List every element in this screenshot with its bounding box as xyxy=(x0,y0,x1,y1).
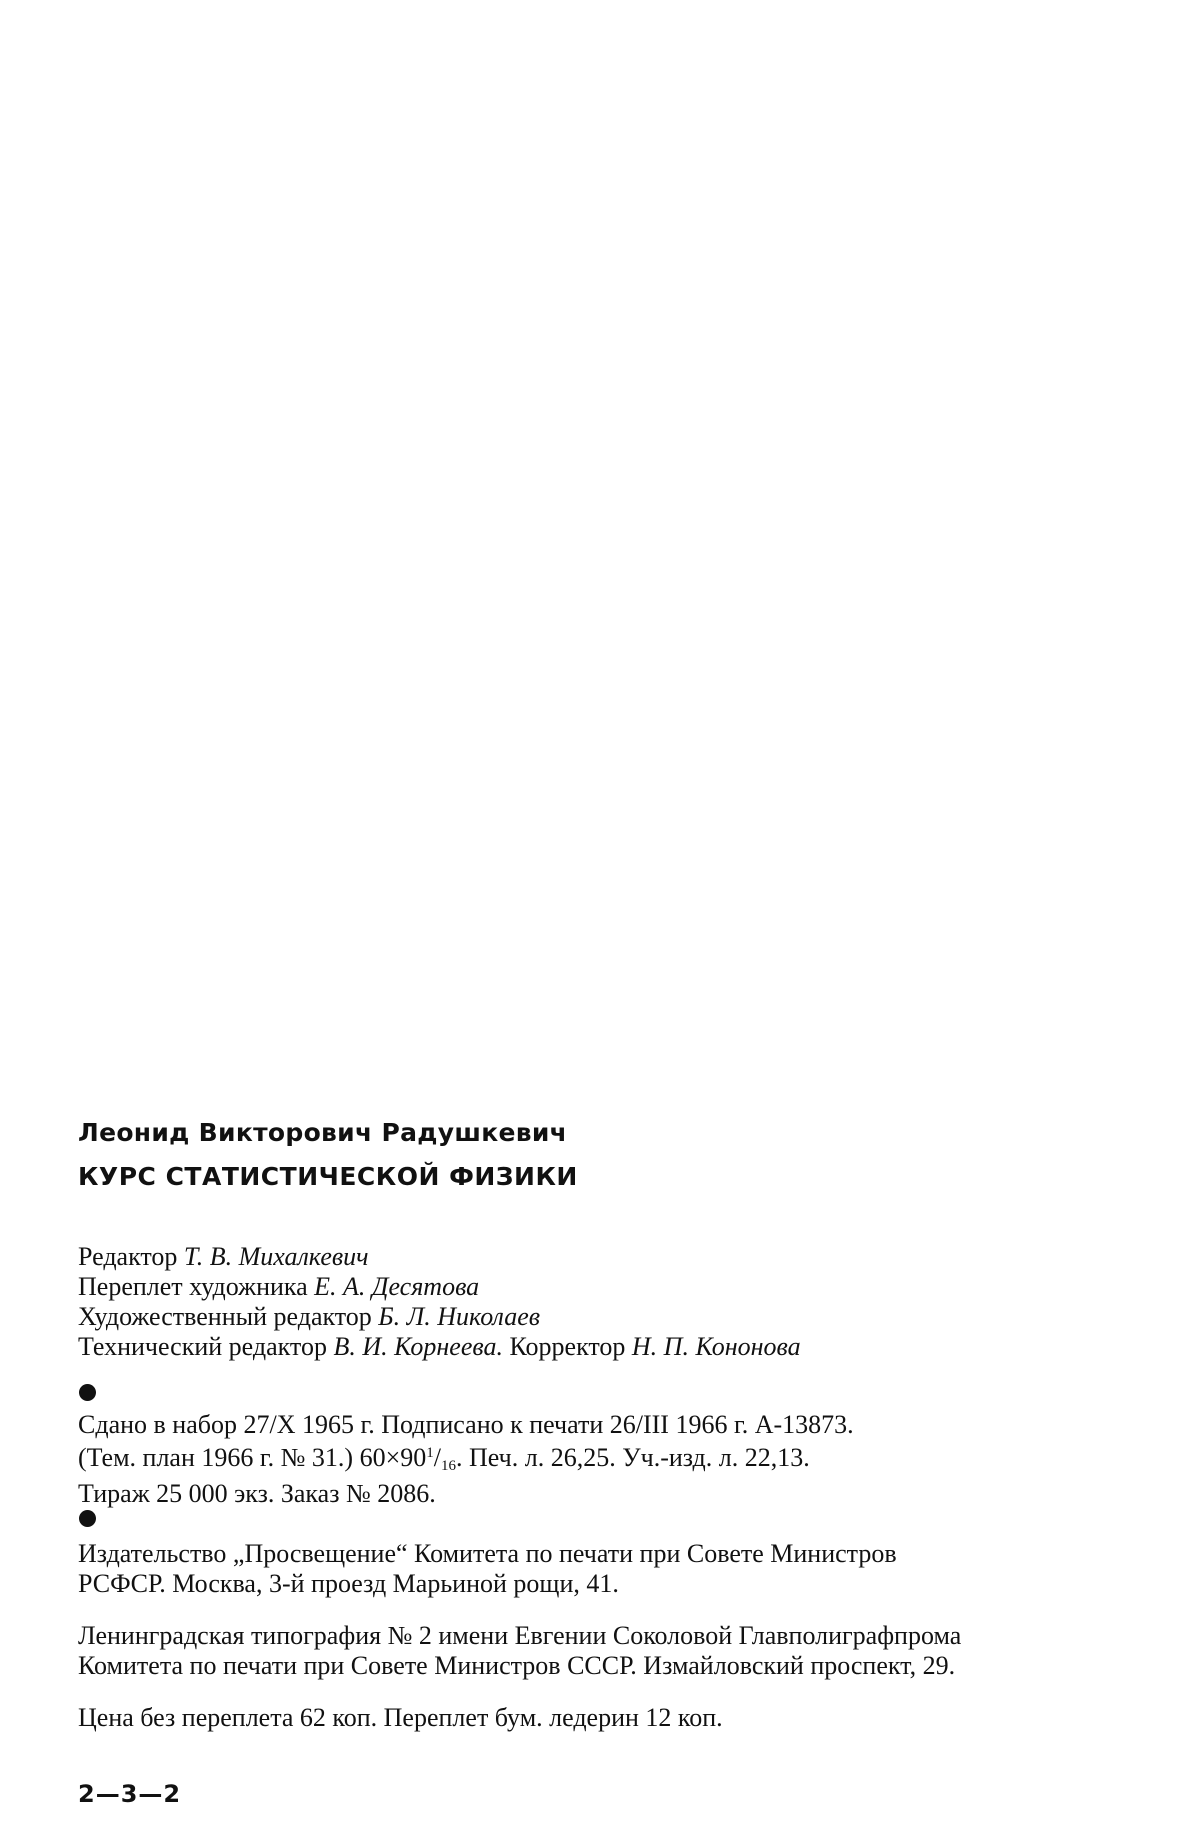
colophon xyxy=(78,1118,1128,1809)
format-slash: / xyxy=(433,1443,441,1472)
format-numerator: 1 xyxy=(426,1445,434,1461)
binding-artist-line xyxy=(78,1272,1128,1302)
publisher-line-1: Издательство „Просвещение“ Комитета по печати при Совете Министров xyxy=(78,1539,897,1568)
binding-artist-label: Переплет художника xyxy=(78,1272,308,1301)
art-editor-label: Художественный редактор xyxy=(78,1302,372,1331)
print-info-line-1: Сдано в набор 27/X 1965 г. Подписано к печати 26/III 1966 г. А-13873. xyxy=(78,1410,854,1439)
editor-line xyxy=(78,1242,1128,1272)
print-info-plan: (Тем. план 1966 г. № 31.) 60×90 xyxy=(78,1443,427,1472)
format-denominator: 16 xyxy=(440,1458,456,1474)
art-editor-line xyxy=(78,1302,1128,1332)
tech-editor-name: В. И. Корнеева. xyxy=(333,1332,503,1361)
editor-name: Т. В. Михалкевич xyxy=(183,1242,369,1271)
printing-house-line-2: Комитета по печати при Совете Министров СССР. Измайловский проспект, 29. xyxy=(78,1651,956,1680)
print-info-line-3: Тираж 25 000 экз. Заказ № 2086. xyxy=(78,1479,436,1508)
editor-label: Редактор xyxy=(78,1242,178,1271)
tech-editor-label: Технический редактор xyxy=(78,1332,327,1361)
printing-house-block xyxy=(78,1621,1128,1681)
bullet-separator xyxy=(79,1384,96,1401)
corrector-name: Н. П. Кононова xyxy=(631,1332,801,1361)
publisher-block xyxy=(78,1539,1128,1599)
print-info-line-2 xyxy=(78,1439,1128,1480)
printing-house-line-1: Ленинградская типография № 2 имени Евгении Соколовой Главполиграфпрома xyxy=(78,1621,962,1650)
corrector-label: Корректор xyxy=(509,1332,626,1361)
print-info-sheets: . Печ. л. 26,25. Уч.-изд. л. 22,13. xyxy=(455,1443,810,1472)
credits-block xyxy=(78,1242,1128,1362)
price-line: Цена без переплета 62 коп. Переплет бум. ледерин 12 коп. xyxy=(78,1703,723,1732)
catalog-code: 2—3—2 xyxy=(78,1780,182,1808)
binding-artist-name: Е. А. Десятова xyxy=(314,1272,480,1301)
tech-editor-line xyxy=(78,1332,1128,1362)
book-title: КУРС СТАТИСТИЧЕСКОЙ ФИЗИКИ xyxy=(78,1162,578,1191)
bullet-separator xyxy=(79,1510,96,1527)
publisher-line-2: РСФСР. Москва, 3-й проезд Марьиной рощи, 41. xyxy=(78,1569,619,1598)
art-editor-name: Б. Л. Николаев xyxy=(378,1302,541,1331)
author-name: Леонид Викторович Радушкевич xyxy=(78,1118,568,1147)
print-info-block xyxy=(78,1411,1128,1508)
